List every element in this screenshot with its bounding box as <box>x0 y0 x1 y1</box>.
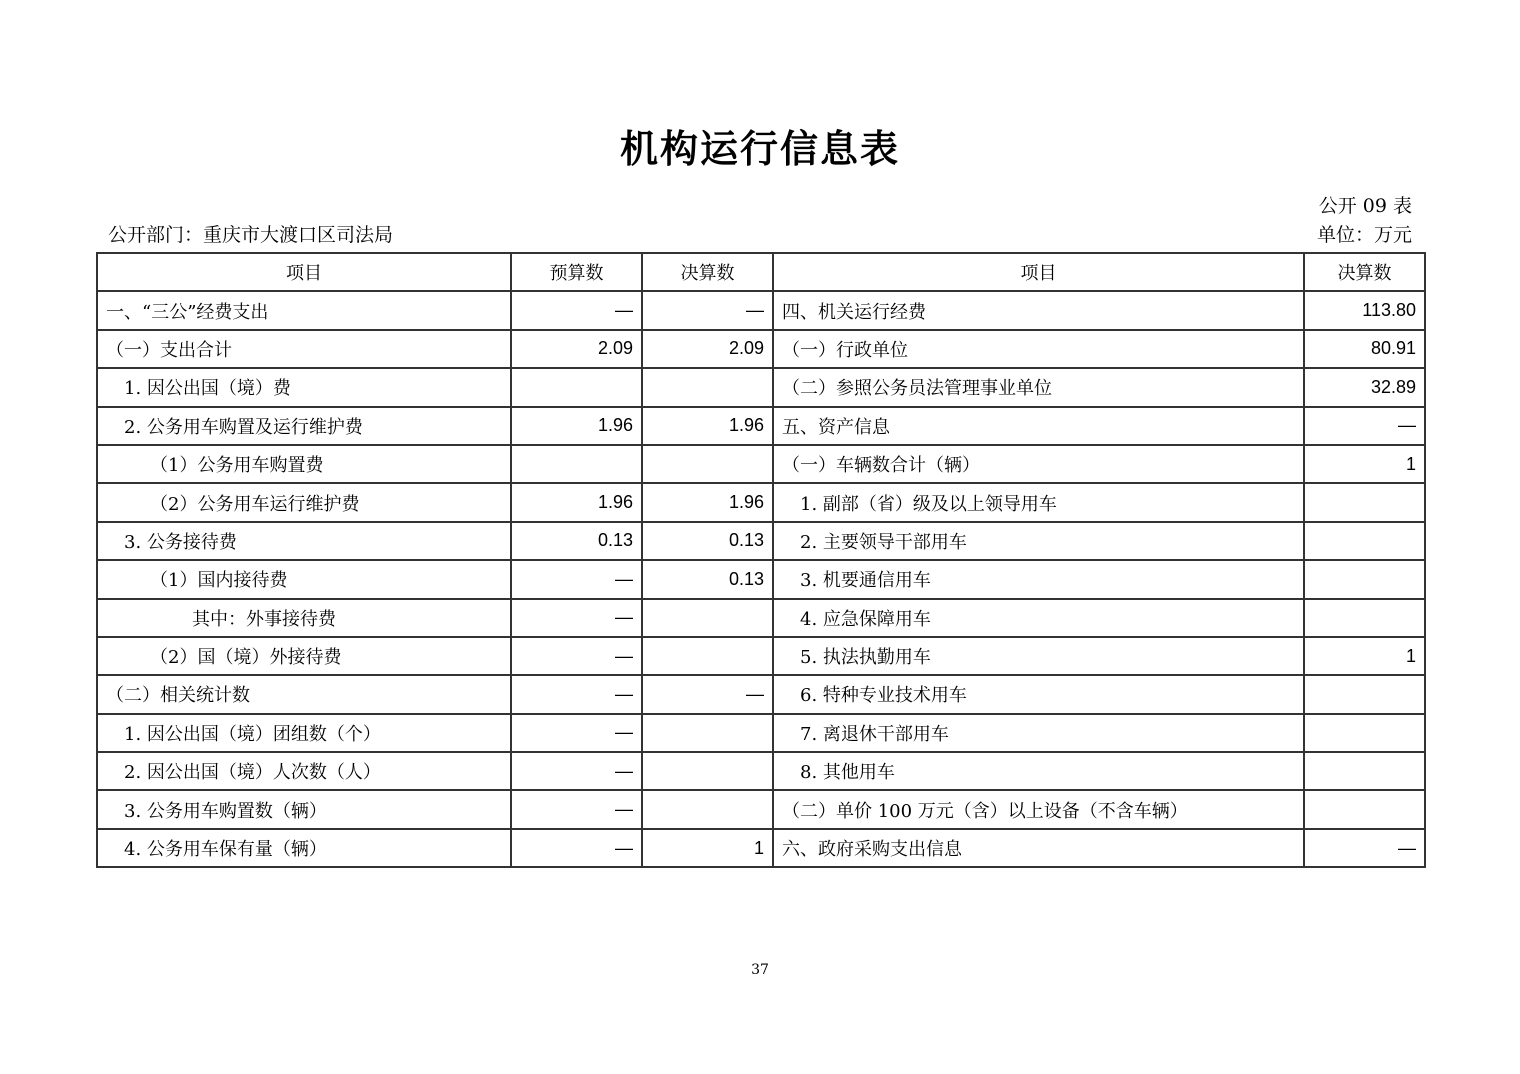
right-item-label: 7. 离退休干部用车 <box>773 714 1304 752</box>
table-row <box>97 752 1425 790</box>
right-item-label: 4. 应急保障用车 <box>773 599 1304 637</box>
table-row <box>97 829 1425 867</box>
final-value <box>642 752 773 790</box>
final-value: 1.96 <box>642 407 773 445</box>
table-row <box>97 560 1425 598</box>
budget-value: — <box>511 752 642 790</box>
left-item-label: 2. 因公出国（境）人次数（人） <box>97 752 511 790</box>
final-value <box>642 714 773 752</box>
final-value: — <box>642 675 773 713</box>
left-item-label: 3. 公务接待费 <box>97 522 511 560</box>
table-row <box>97 599 1425 637</box>
left-item-label: 1. 因公出国（境）费 <box>97 368 511 406</box>
table-row <box>97 368 1425 406</box>
budget-value: — <box>511 637 642 675</box>
right-final-value: 1 <box>1304 445 1425 483</box>
table-row <box>97 483 1425 521</box>
right-final-value <box>1304 790 1425 828</box>
header-final-left: 决算数 <box>642 253 773 291</box>
table-row <box>97 330 1425 368</box>
table-code: 公开 09 表 <box>1318 195 1412 217</box>
final-value <box>642 790 773 828</box>
left-item-label: （2）公务用车运行维护费 <box>97 483 511 521</box>
right-final-value: — <box>1304 829 1425 867</box>
budget-value: — <box>511 560 642 598</box>
table-row <box>97 445 1425 483</box>
budget-value: — <box>511 829 642 867</box>
right-item-label: 8. 其他用车 <box>773 752 1304 790</box>
right-final-value <box>1304 675 1425 713</box>
header-item-right: 项目 <box>773 253 1304 291</box>
right-item-label: （二）参照公务员法管理事业单位 <box>773 368 1304 406</box>
budget-value: 0.13 <box>511 522 642 560</box>
table-body <box>97 291 1425 867</box>
right-item-label: 四、机关运行经费 <box>773 291 1304 329</box>
department-label: 公开部门：重庆市大渡口区司法局 <box>108 224 394 246</box>
right-final-value: 1 <box>1304 637 1425 675</box>
table-header-row <box>97 253 1425 291</box>
final-value: 1 <box>642 829 773 867</box>
unit-label: 单位：万元 <box>1316 224 1412 246</box>
final-value <box>642 368 773 406</box>
right-final-value: 32.89 <box>1304 368 1425 406</box>
info-table <box>96 252 1426 868</box>
budget-value: 2.09 <box>511 330 642 368</box>
left-item-label: （2）国（境）外接待费 <box>97 637 511 675</box>
left-item-label: 一、“三公”经费支出 <box>97 291 511 329</box>
final-value: — <box>642 291 773 329</box>
budget-value <box>511 368 642 406</box>
right-final-value <box>1304 522 1425 560</box>
right-final-value <box>1304 599 1425 637</box>
budget-value: — <box>511 599 642 637</box>
right-item-label: 6. 特种专业技术用车 <box>773 675 1304 713</box>
budget-value: — <box>511 790 642 828</box>
right-item-label: 五、资产信息 <box>773 407 1304 445</box>
left-item-label: （一）支出合计 <box>97 330 511 368</box>
page-number: 37 <box>751 962 769 978</box>
right-item-label: 5. 执法执勤用车 <box>773 637 1304 675</box>
right-item-label: 六、政府采购支出信息 <box>773 829 1304 867</box>
right-item-label: （二）单价 100 万元（含）以上设备（不含车辆） <box>773 790 1304 828</box>
final-value <box>642 445 773 483</box>
header-budget: 预算数 <box>511 253 642 291</box>
budget-value: — <box>511 714 642 752</box>
right-final-value <box>1304 714 1425 752</box>
final-value: 2.09 <box>642 330 773 368</box>
budget-value: — <box>511 291 642 329</box>
final-value <box>642 637 773 675</box>
page-title: 机构运行信息表 <box>619 127 900 171</box>
header-item-left: 项目 <box>97 253 511 291</box>
right-final-value <box>1304 483 1425 521</box>
right-final-value: — <box>1304 407 1425 445</box>
final-value: 0.13 <box>642 522 773 560</box>
header-final-right: 决算数 <box>1304 253 1425 291</box>
right-item-label: 2. 主要领导干部用车 <box>773 522 1304 560</box>
right-item-label: 1. 副部（省）级及以上领导用车 <box>773 483 1304 521</box>
left-item-label: （二）相关统计数 <box>97 675 511 713</box>
right-final-value: 113.80 <box>1304 291 1425 329</box>
final-value: 1.96 <box>642 483 773 521</box>
table-row <box>97 714 1425 752</box>
right-final-value <box>1304 752 1425 790</box>
left-item-label: 其中：外事接待费 <box>97 599 511 637</box>
right-item-label: （一）车辆数合计（辆） <box>773 445 1304 483</box>
left-item-label: 1. 因公出国（境）团组数（个） <box>97 714 511 752</box>
final-value <box>642 599 773 637</box>
left-item-label: 4. 公务用车保有量（辆） <box>97 829 511 867</box>
right-item-label: 3. 机要通信用车 <box>773 560 1304 598</box>
left-item-label: 2. 公务用车购置及运行维护费 <box>97 407 511 445</box>
budget-value: 1.96 <box>511 483 642 521</box>
left-item-label: （1）国内接待费 <box>97 560 511 598</box>
budget-value: 1.96 <box>511 407 642 445</box>
budget-value: — <box>511 675 642 713</box>
table-row <box>97 790 1425 828</box>
final-value: 0.13 <box>642 560 773 598</box>
right-item-label: （一）行政单位 <box>773 330 1304 368</box>
table-row <box>97 407 1425 445</box>
right-final-value: 80.91 <box>1304 330 1425 368</box>
left-item-label: 3. 公务用车购置数（辆） <box>97 790 511 828</box>
table-row <box>97 637 1425 675</box>
right-final-value <box>1304 560 1425 598</box>
table-row <box>97 522 1425 560</box>
table-row <box>97 675 1425 713</box>
table-row <box>97 291 1425 329</box>
budget-value <box>511 445 642 483</box>
left-item-label: （1）公务用车购置费 <box>97 445 511 483</box>
